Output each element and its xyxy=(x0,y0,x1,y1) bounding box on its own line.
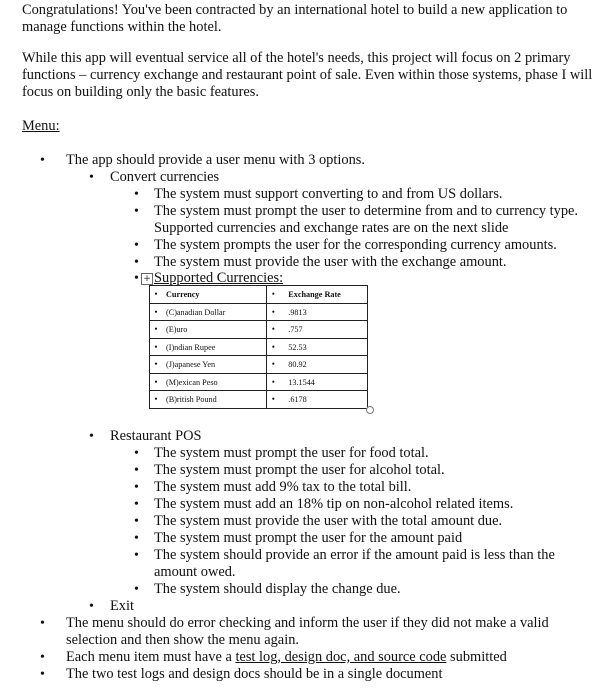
bullet-main-menu: The app should provide a user menu with 3 options. xyxy=(66,152,365,168)
restaurant-item: The system should display the change due. xyxy=(154,581,401,597)
currency-name: (C)anadian Dollar xyxy=(166,307,226,317)
restaurant-item: The system must add an 18% tip on non-alcohol related items. xyxy=(154,496,514,512)
bullet-icon: • xyxy=(271,394,275,405)
bullet-icon: • xyxy=(271,289,275,300)
bullet-restaurant-pos: Restaurant POS xyxy=(110,428,202,444)
exchange-rate: .757 xyxy=(288,325,303,335)
bullet-icon: • xyxy=(134,548,139,563)
bullet-icon: • xyxy=(271,324,275,335)
bullet-icon: • xyxy=(271,376,275,387)
deliverables-link[interactable]: test log, design doc, and source code xyxy=(235,649,447,665)
restaurant-item: The system must prompt the user for food total. xyxy=(154,445,429,461)
intro-paragraph-2: While this app will eventual service all of the hotel's needs, this project will focus on 2 primary functions – currency exchange and restaurant point of sale. Even within those systems, phase I will focus on building only the basic features. xyxy=(22,50,593,100)
bullet-icon: • xyxy=(40,153,45,168)
bullet-icon: • xyxy=(154,376,158,387)
table-row xyxy=(150,356,368,374)
bullet-icon: • xyxy=(134,255,139,270)
each-item-suffix: submitted xyxy=(446,649,507,665)
table-row xyxy=(150,391,368,409)
exchange-rate: 80.92 xyxy=(288,360,307,370)
currency-name: (E)uro xyxy=(166,325,188,335)
bullet-icon: • xyxy=(40,616,45,631)
exchange-rate: .6178 xyxy=(288,395,307,405)
bullet-icon: • xyxy=(134,271,139,286)
bullet-each-menu-item xyxy=(66,649,507,666)
restaurant-item: The system should provide an error if the amount paid is less than the amount owed. xyxy=(154,547,555,580)
restaurant-item: The system must add 9% tax to the total bill. xyxy=(154,479,412,495)
currency-name: (B)ritish Pound xyxy=(166,395,217,405)
bullet-convert-currencies: Convert currencies xyxy=(110,169,220,185)
bullet-icon: • xyxy=(271,359,275,370)
bullet-icon: • xyxy=(134,480,139,495)
each-item-prefix: Each menu item must have a xyxy=(66,649,236,665)
table-move-handle-icon[interactable]: + xyxy=(141,273,153,285)
column-header-currency: Currency xyxy=(166,290,200,300)
bullet-single-document: The two test logs and design docs should be in a single document xyxy=(66,666,443,682)
column-header-exchange-rate: Exchange Rate xyxy=(288,290,341,300)
bullet-icon: • xyxy=(154,341,158,352)
table-row xyxy=(150,373,368,391)
table-row xyxy=(150,321,368,339)
bullet-icon: • xyxy=(89,170,94,185)
bullet-icon: • xyxy=(154,394,158,405)
exchange-rate: 13.1544 xyxy=(288,377,315,387)
currency-table xyxy=(149,285,368,409)
bullet-icon: • xyxy=(271,306,275,317)
convert-item: The system must support converting to and from US dollars. xyxy=(154,186,503,202)
bullet-icon: • xyxy=(271,341,275,352)
restaurant-item: The system must prompt the user for alcohol total. xyxy=(154,462,445,478)
bullet-icon: • xyxy=(134,238,139,253)
convert-item: The system must provide the user with the exchange amount. xyxy=(154,254,507,270)
bullet-icon: • xyxy=(154,306,158,317)
bullet-icon: • xyxy=(134,204,139,219)
bullet-error-checking: The menu should do error checking and inform the user if they did not make a valid selection and then show the menu again. xyxy=(66,615,549,648)
exchange-rate: .9813 xyxy=(288,307,307,317)
bullet-exit: Exit xyxy=(110,598,134,614)
currency-name: (J)apanese Yen xyxy=(166,360,216,370)
supported-currencies-label: Supported Currencies: xyxy=(154,270,284,286)
table-header-row xyxy=(150,286,368,304)
bullet-icon: • xyxy=(40,667,45,682)
intro-paragraph-1: Congratulations! You've been contracted by an international hotel to build a new application to manage functions within the hotel. xyxy=(22,2,568,35)
currency-name: (I)ndian Rupee xyxy=(166,342,216,352)
exchange-rate: 52.53 xyxy=(288,342,307,352)
menu-heading: Menu: xyxy=(22,118,60,134)
bullet-icon: • xyxy=(134,582,139,597)
table-row xyxy=(150,303,368,321)
bullet-icon: • xyxy=(89,429,94,444)
bullet-icon: • xyxy=(154,289,158,300)
bullet-icon: • xyxy=(89,599,94,614)
bullet-icon: • xyxy=(134,187,139,202)
convert-item: The system prompts the user for the corresponding currency amounts. xyxy=(154,237,557,253)
bullet-icon: • xyxy=(154,359,158,370)
convert-item: The system must prompt the user to determine from and to currency type. Supported currencies and exchange rates are on the next slide xyxy=(154,203,579,236)
bullet-icon: • xyxy=(154,324,158,335)
bullet-icon: • xyxy=(134,514,139,529)
currency-name: (M)exican Peso xyxy=(166,377,218,387)
bullet-icon: • xyxy=(40,650,45,665)
restaurant-item: The system must prompt the user for the amount paid xyxy=(154,530,463,546)
table-resize-handle[interactable] xyxy=(366,406,374,414)
table-row xyxy=(150,338,368,356)
bullet-icon: • xyxy=(134,446,139,461)
bullet-icon: • xyxy=(134,497,139,512)
bullet-icon: • xyxy=(134,463,139,478)
bullet-icon: • xyxy=(134,531,139,546)
restaurant-item: The system must provide the user with the total amount due. xyxy=(154,513,503,529)
